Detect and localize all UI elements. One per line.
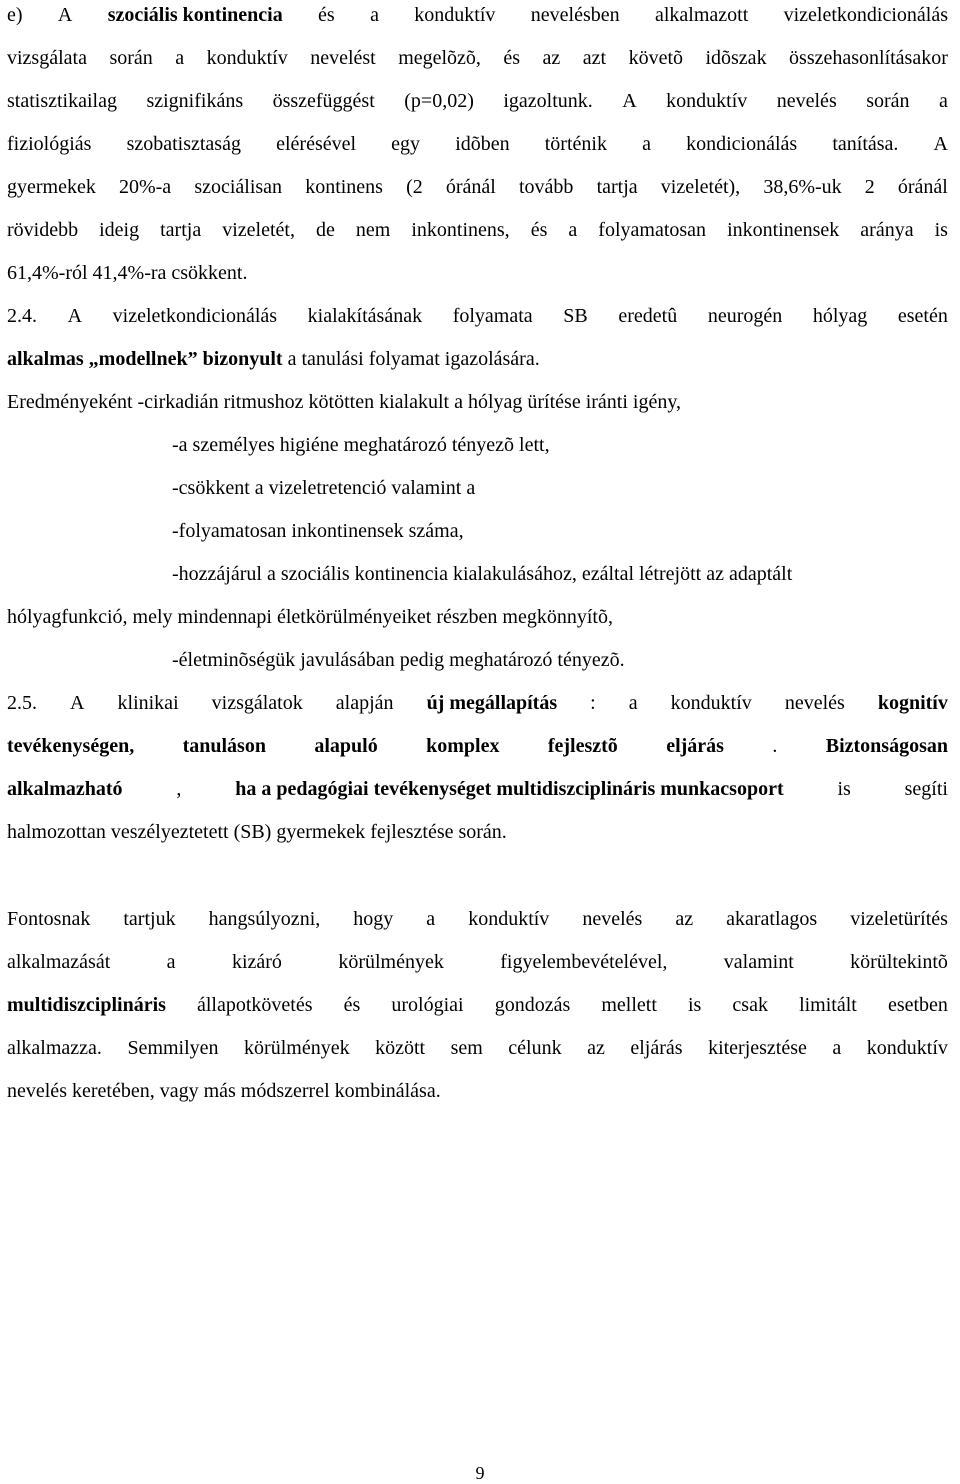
text-segment: a	[370, 4, 379, 26]
bold-text-segment: kognitív	[877, 692, 948, 714]
text-segment: nevelés	[784, 692, 845, 714]
text-segment: tanítása.	[832, 133, 899, 155]
text-segment: csak	[732, 994, 768, 1016]
text-segment: a	[426, 908, 436, 930]
text-line	[7, 949, 948, 975]
text-segment: konduktív	[414, 4, 496, 26]
text-segment: idõszak	[705, 47, 767, 69]
text-segment: A	[67, 305, 83, 327]
text-segment: esetben	[887, 994, 948, 1016]
text-line	[7, 260, 948, 286]
text-segment: óránál	[445, 176, 496, 198]
text-segment: mellett	[601, 994, 657, 1016]
text-segment: valamint	[723, 951, 794, 973]
text-segment: urológiai	[391, 994, 464, 1016]
text-segment: -életminõségük javulásában pedig meghatározó tényezõ.	[172, 649, 625, 671]
text-segment: halmozottan veszélyeztetett (SB) gyermekek fejlesztése során.	[7, 821, 507, 843]
text-line	[7, 992, 948, 1018]
text-segment: nevelés	[582, 908, 643, 930]
text-segment: az	[675, 908, 694, 930]
text-line	[7, 45, 948, 71]
page-number: 9	[475, 1463, 485, 1483]
text-segment: eljárás	[630, 1037, 683, 1059]
text-line	[7, 906, 948, 932]
text-segment: :	[590, 692, 596, 714]
text-line	[7, 2, 948, 28]
bold-text-segment: alapuló	[314, 735, 378, 757]
text-segment: tovább	[519, 176, 574, 198]
text-line	[7, 733, 948, 759]
text-segment: nevelés keretében, vagy más módszerrel kombinálása.	[7, 1080, 441, 1102]
bold-text-segment: alkalmas „modellnek” bizonyult	[7, 348, 283, 370]
text-segment: kizáró	[231, 951, 282, 973]
text-segment: konduktív	[866, 1037, 948, 1059]
text-line	[7, 819, 948, 845]
bold-text-segment: eljárás	[666, 735, 724, 757]
text-segment: e)	[7, 4, 23, 26]
text-segment: között	[375, 1037, 426, 1059]
text-segment: történik	[544, 133, 607, 155]
bold-text-segment: új megállapítás	[426, 692, 558, 714]
text-segment: konduktív	[670, 692, 752, 714]
text-segment: hólyagfunkció, mely mindennapi életkörülményeiket részben megkönnyítõ,	[7, 606, 613, 628]
text-segment: rövidebb	[7, 219, 79, 241]
text-segment: is	[837, 778, 851, 800]
text-segment: és	[318, 4, 335, 26]
bold-text-segment: ha a pedagógiai tevékenységet multidiszciplináris munkacsoport	[235, 778, 784, 800]
text-segment: figyelembevételével,	[500, 951, 668, 973]
text-line	[172, 432, 948, 458]
text-segment: fiziológiás	[7, 133, 92, 155]
text-segment: a	[175, 47, 185, 69]
text-segment: 2.4.	[7, 305, 37, 327]
text-line	[172, 475, 948, 501]
text-segment: A	[70, 692, 85, 714]
text-segment: is	[934, 219, 948, 241]
text-line	[7, 1078, 948, 1104]
text-segment: során	[109, 47, 153, 69]
text-segment: A	[57, 4, 73, 26]
text-segment: összehasonlításakor	[789, 47, 948, 69]
text-segment: a	[939, 90, 948, 112]
text-line	[7, 174, 948, 200]
text-segment: -csökkent a vizeletretenció valamint a	[172, 477, 476, 499]
text-segment: hogy	[353, 908, 394, 930]
text-segment: tartjuk	[123, 908, 176, 930]
text-segment: konduktív	[468, 908, 550, 930]
text-line	[7, 776, 948, 802]
text-segment: inkontinens,	[411, 219, 510, 241]
text-segment: szociálisan	[194, 176, 283, 198]
text-segment: vizeletkondicionálás	[783, 4, 948, 26]
text-segment: de	[315, 219, 335, 241]
text-segment: hólyag	[812, 305, 868, 327]
text-segment: elérésével	[276, 133, 357, 155]
text-segment: a	[642, 133, 651, 155]
bold-text-segment: tevékenységen,	[7, 735, 135, 757]
text-segment: Fontosnak	[7, 908, 91, 930]
text-segment: (2	[406, 176, 423, 198]
text-segment: is	[687, 994, 702, 1016]
text-segment: inkontinensek	[727, 219, 840, 241]
text-segment: igazoltunk.	[503, 90, 593, 112]
bold-text-segment: szociális kontinencia	[107, 4, 283, 26]
text-segment: eredetû	[618, 305, 678, 327]
text-segment: (p=0,02)	[404, 90, 474, 112]
text-segment: tartja	[596, 176, 638, 198]
text-segment: konduktív	[666, 90, 748, 112]
text-segment: idõben	[455, 133, 510, 155]
text-segment: vizeletkondicionálás	[112, 305, 278, 327]
text-segment: a	[166, 951, 176, 973]
text-segment: körültekintõ	[850, 951, 948, 973]
text-segment: tartja	[160, 219, 202, 241]
text-segment: a	[568, 219, 578, 241]
text-segment: esetén	[897, 305, 948, 327]
text-line	[7, 131, 948, 157]
text-segment: -a személyes higiéne meghatározó tényezõ lett,	[172, 434, 550, 456]
text-segment: körülmények	[338, 951, 444, 973]
text-segment: alkalmazott	[654, 4, 749, 26]
text-segment: SB	[563, 305, 588, 327]
text-segment: nevelést	[310, 47, 376, 69]
text-line	[7, 303, 948, 329]
text-line	[7, 346, 948, 372]
text-segment: A	[933, 133, 948, 155]
bold-text-segment: fejlesztõ	[547, 735, 618, 757]
text-segment: Eredményeként -cirkadián ritmushoz kötötten kialakult a hólyag ürítése iránti igény,	[7, 391, 682, 413]
text-segment: Semmilyen	[127, 1037, 219, 1059]
text-segment: gondozás	[494, 994, 571, 1016]
text-segment: kialakításának	[307, 305, 423, 327]
text-segment: vizsgálata	[7, 47, 87, 69]
text-segment: nevelés	[776, 90, 837, 112]
text-segment: kontinens	[305, 176, 383, 198]
text-segment: .	[772, 735, 778, 757]
text-segment: alapján	[335, 692, 394, 714]
text-segment: statisztikailag	[7, 90, 117, 112]
text-segment: 61,4%-ról 41,4%-ra csökkent.	[7, 262, 248, 284]
text-line	[7, 1035, 948, 1061]
text-segment: hangsúlyozni,	[208, 908, 321, 930]
text-segment: akaratlagos	[726, 908, 818, 930]
text-segment: a tanulási folyamat igazolására.	[282, 348, 540, 370]
bold-text-segment: komplex	[426, 735, 500, 757]
text-segment: vizeletürítés	[850, 908, 948, 930]
text-line	[172, 647, 948, 673]
text-segment: kiterjesztése	[708, 1037, 807, 1059]
text-line	[172, 561, 948, 587]
text-line	[7, 604, 948, 630]
text-segment: nevelésben	[530, 4, 620, 26]
text-segment: -folyamatosan inkontinensek száma,	[172, 520, 464, 542]
text-segment: aránya	[860, 219, 914, 241]
text-segment: összefüggést	[272, 90, 375, 112]
text-segment: és	[530, 219, 548, 241]
text-segment: szignifikáns	[146, 90, 244, 112]
text-segment: konduktív	[206, 47, 288, 69]
text-line	[7, 389, 948, 415]
text-segment: alkalmazza.	[7, 1037, 102, 1059]
bold-text-segment: Biztonságosan	[825, 735, 948, 757]
text-segment: vizeletét,	[222, 219, 295, 241]
text-segment: követõ	[628, 47, 683, 69]
text-segment: 38,6%-uk	[763, 176, 842, 198]
text-segment: vizeletét),	[660, 176, 741, 198]
text-segment: ,	[176, 778, 182, 800]
text-segment: a	[832, 1037, 842, 1059]
text-segment: neurogén	[707, 305, 783, 327]
text-segment: célunk	[508, 1037, 562, 1059]
text-segment: azt	[582, 47, 607, 69]
bold-text-segment: alkalmazható	[7, 778, 123, 800]
text-segment: 2	[864, 176, 875, 198]
bold-text-segment: multidiszciplináris	[7, 994, 166, 1016]
text-segment: vizsgálatok	[211, 692, 303, 714]
text-segment: egy	[391, 133, 421, 155]
text-segment: körülmények	[244, 1037, 350, 1059]
text-segment: -hozzájárul a szociális kontinencia kialakulásához, ezáltal létrejött az adaptált	[172, 563, 793, 585]
text-segment: ideig	[99, 219, 140, 241]
text-line	[7, 690, 948, 716]
text-line	[7, 217, 948, 243]
text-segment: az	[587, 1037, 605, 1059]
text-segment: sem	[450, 1037, 483, 1059]
text-segment: során	[866, 90, 910, 112]
text-segment: megelõzõ,	[398, 47, 481, 69]
text-segment: folyamatosan	[598, 219, 707, 241]
text-segment: és	[503, 47, 521, 69]
text-segment: alkalmazását	[7, 951, 111, 973]
text-segment: nem	[355, 219, 391, 241]
text-segment: állapotkövetés	[197, 994, 313, 1016]
text-line	[172, 518, 948, 544]
text-segment: limitált	[799, 994, 857, 1016]
text-segment: az	[542, 47, 561, 69]
text-segment: a	[628, 692, 638, 714]
text-segment: gyermekek	[7, 176, 96, 198]
text-segment: klinikai	[117, 692, 179, 714]
text-segment: és	[343, 994, 361, 1016]
text-segment: folyamata	[452, 305, 533, 327]
text-segment: A	[622, 90, 637, 112]
text-segment: segíti	[904, 778, 948, 800]
text-segment: kondicionálás	[686, 133, 798, 155]
text-segment: 20%-a	[118, 176, 172, 198]
bold-text-segment: tanuláson	[182, 735, 266, 757]
text-segment: szobatisztaság	[126, 133, 241, 155]
text-line	[7, 88, 948, 114]
text-segment: óránál	[897, 176, 948, 198]
text-segment: 2.5.	[7, 692, 37, 714]
